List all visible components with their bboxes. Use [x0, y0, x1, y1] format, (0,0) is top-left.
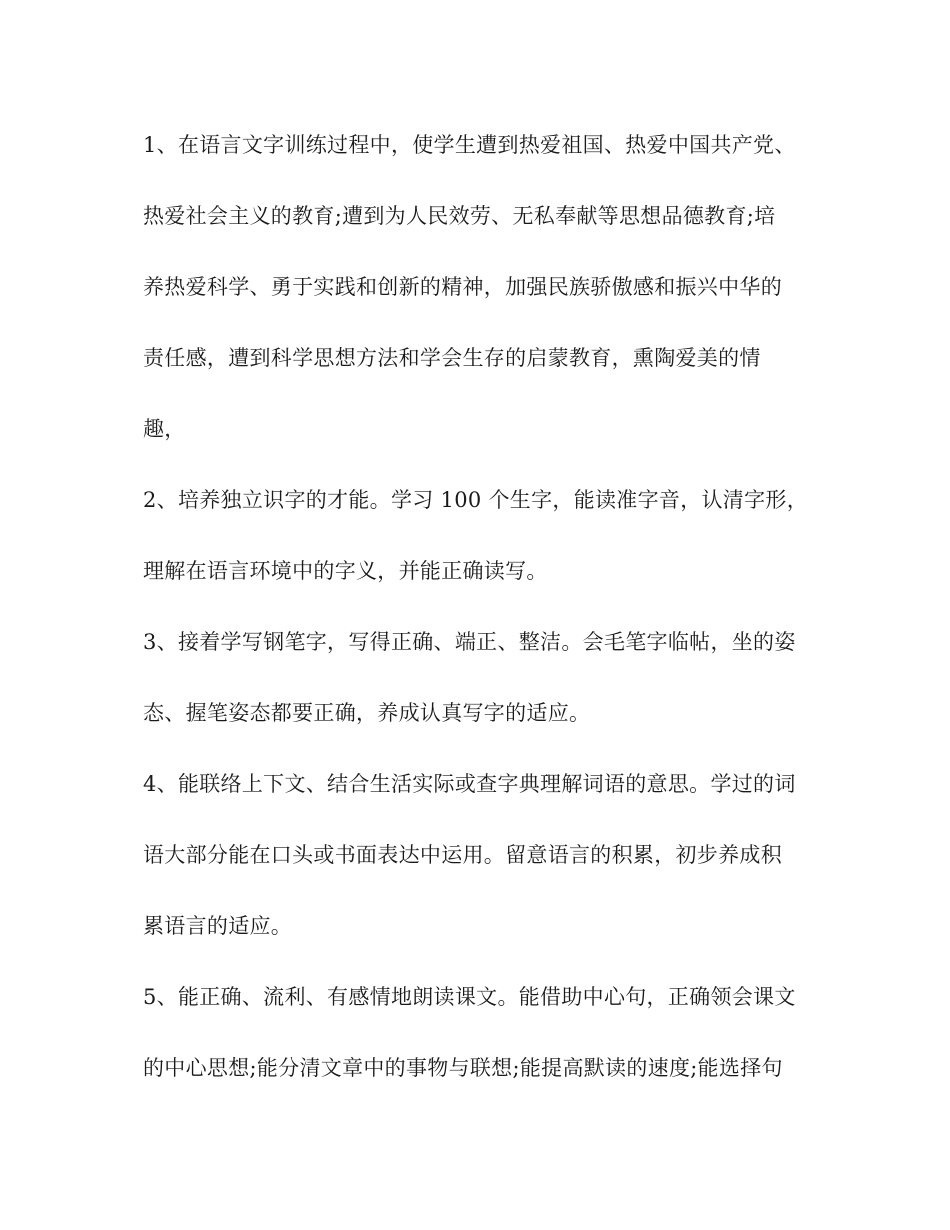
text-line-5: 趣，	[143, 417, 186, 441]
text-line-9: 态、握笔姿态都要正确，养成认真写字的适应。	[143, 701, 591, 725]
text-line-10: 4、能联络上下文、结合生活实际或查字典理解词语的意思。学过的词	[143, 772, 796, 796]
text-line-1: 1、在语言文字训练过程中，使学生遭到热爱祖国、热爱中国共产党、	[143, 133, 796, 157]
text-line-3: 养热爱科学、勇于实践和创新的精神，加强民族骄傲感和振兴中华的	[143, 275, 782, 299]
text-line-8: 3、接着学写钢笔字，写得正确、端正、整洁。会毛笔字临帖，坐的姿	[143, 630, 796, 654]
text-line-6: 2、培养独立识字的才能。学习 100 个生字，能读准字音，认清字形，	[143, 488, 808, 512]
text-line-12: 累语言的适应。	[143, 914, 293, 938]
text-line-11: 语大部分能在口头或书面表达中运用。留意语言的积累，初步养成积	[143, 843, 782, 867]
text-line-14: 的中心思想;能分清文章中的事物与联想;能提高默读的速度;能选择句	[143, 1056, 783, 1080]
text-line-2: 热爱社会主义的教育;遭到为人民效劳、无私奉献等思想品德教育;培	[143, 204, 776, 228]
text-line-13: 5、能正确、流利、有感情地朗读课文。能借助中心句，正确领会课文	[143, 985, 796, 1009]
text-line-4: 责任感，遭到科学思想方法和学会生存的启蒙教育，熏陶爱美的情	[143, 346, 761, 370]
text-line-7: 理解在语言环境中的字义，并能正确读写。	[143, 559, 548, 583]
